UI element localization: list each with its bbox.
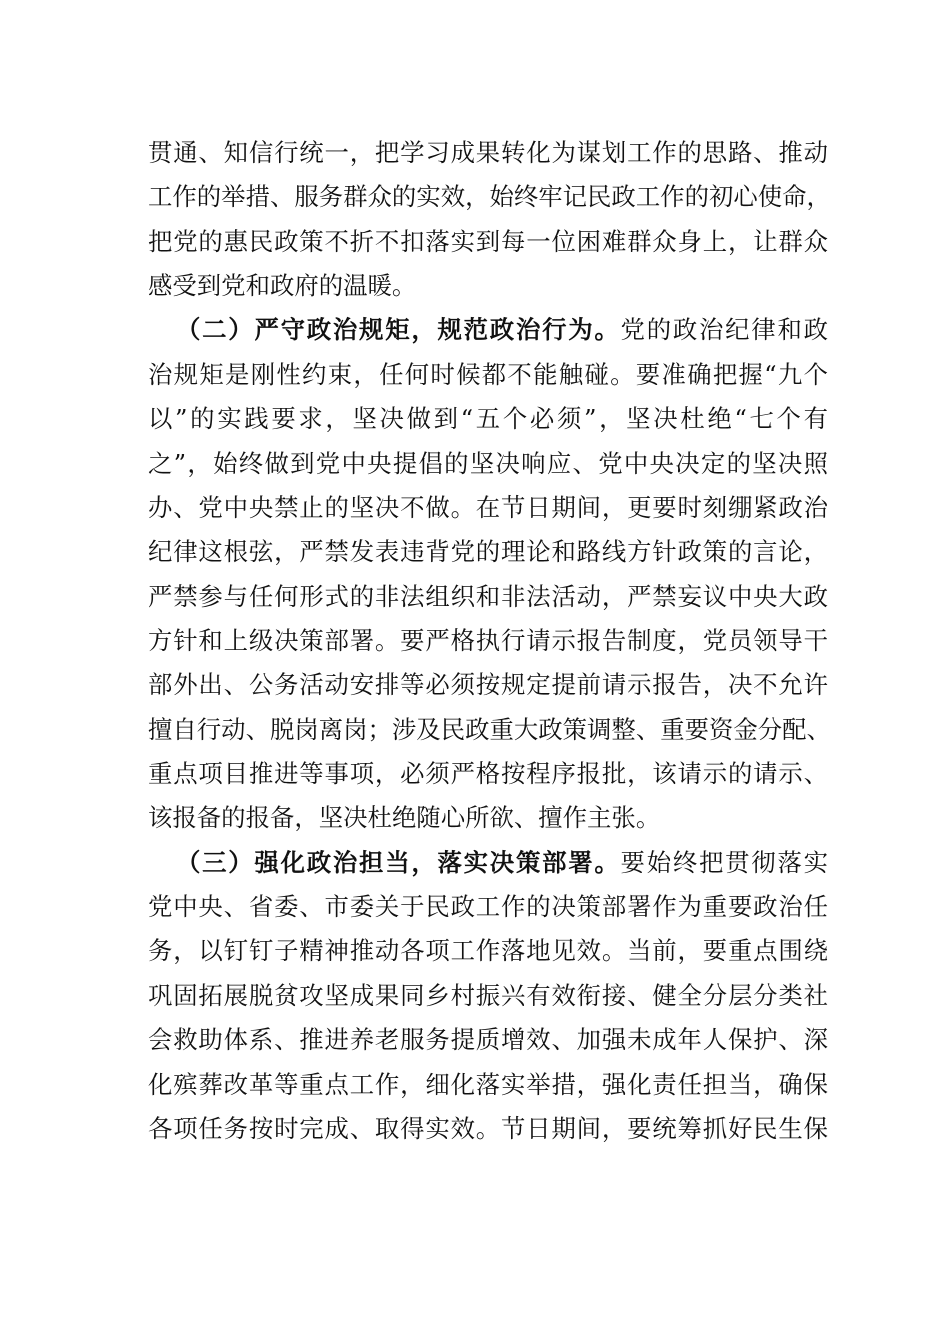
text-line: 治规矩是刚性约束，任何时候都不能触碰。要准确把握“九个 <box>148 359 828 389</box>
text-line: 纪律这根弦，严禁发表违背党的理论和路线方针政策的言论， <box>148 537 828 567</box>
text-line: 以”的实践要求，坚决做到“五个必须”，坚决杜绝“七个有 <box>148 404 828 434</box>
section-heading: （二）严守政治规矩，规范政治行为。 <box>176 315 621 345</box>
text-line: 贯通、知信行统一，把学习成果转化为谋划工作的思路、推动 <box>148 138 828 167</box>
text-line <box>148 841 828 885</box>
text-line: 会救助体系、推进养老服务提质增效、加强未成年人保护、深 <box>148 1025 828 1055</box>
text-line: 化殡葬改革等重点工作，细化落实举措，强化责任担当，确保 <box>148 1069 828 1099</box>
text-span: 要始终把贯彻落实 <box>620 847 828 877</box>
text-line: 各项任务按时完成、取得实效。节日期间，要统筹抓好民生保 <box>148 1113 828 1143</box>
text-line: 部外出、公务活动安排等必须按规定提前请示报告，决不允许 <box>148 670 828 700</box>
text-line: 感受到党和政府的温暖。 <box>148 271 417 301</box>
text-line: 严禁参与任何形式的非法组织和非法活动，严禁妄议中央大政 <box>148 581 828 611</box>
text-line: 重点项目推进等事项，必须严格按程序报批，该请示的请示、 <box>148 759 828 789</box>
body-text <box>148 131 831 1151</box>
text-line: 该报备的报备，坚决杜绝随心所欲、擅作主张。 <box>148 803 661 833</box>
section-heading: （三）强化政治担当，落实决策部署。 <box>176 847 621 877</box>
text-span: 党的政治纪律和政 <box>620 315 828 345</box>
text-line: 务，以钉钉子精神推动各项工作落地见效。当前，要重点围绕 <box>148 936 828 966</box>
text-line: 把党的惠民政策不折不扣落实到每一位困难群众身上，让群众 <box>148 226 828 256</box>
text-line: 之”，始终做到党中央提倡的坚决响应、党中央决定的坚决照 <box>148 448 828 478</box>
paragraph <box>148 841 828 1152</box>
text-line: 党中央、省委、市委关于民政工作的决策部署作为重要政治任 <box>148 892 828 922</box>
paragraph <box>148 308 831 840</box>
text-line: 工作的举措、服务群众的实效，始终牢记民政工作的初心使命， <box>148 182 831 212</box>
text-line: 方针和上级决策部署。要严格执行请示报告制度，党员领导干 <box>148 625 828 655</box>
paragraph <box>148 131 831 308</box>
text-line: 办、党中央禁止的坚决不做。在节日期间，更要时刻绷紧政治 <box>148 492 828 522</box>
text-line: 擅自行动、脱岗离岗；涉及民政重大政策调整、重要资金分配、 <box>148 714 831 744</box>
text-line <box>148 308 828 352</box>
text-line: 巩固拓展脱贫攻坚成果同乡村振兴有效衔接、健全分层分类社 <box>148 980 828 1010</box>
